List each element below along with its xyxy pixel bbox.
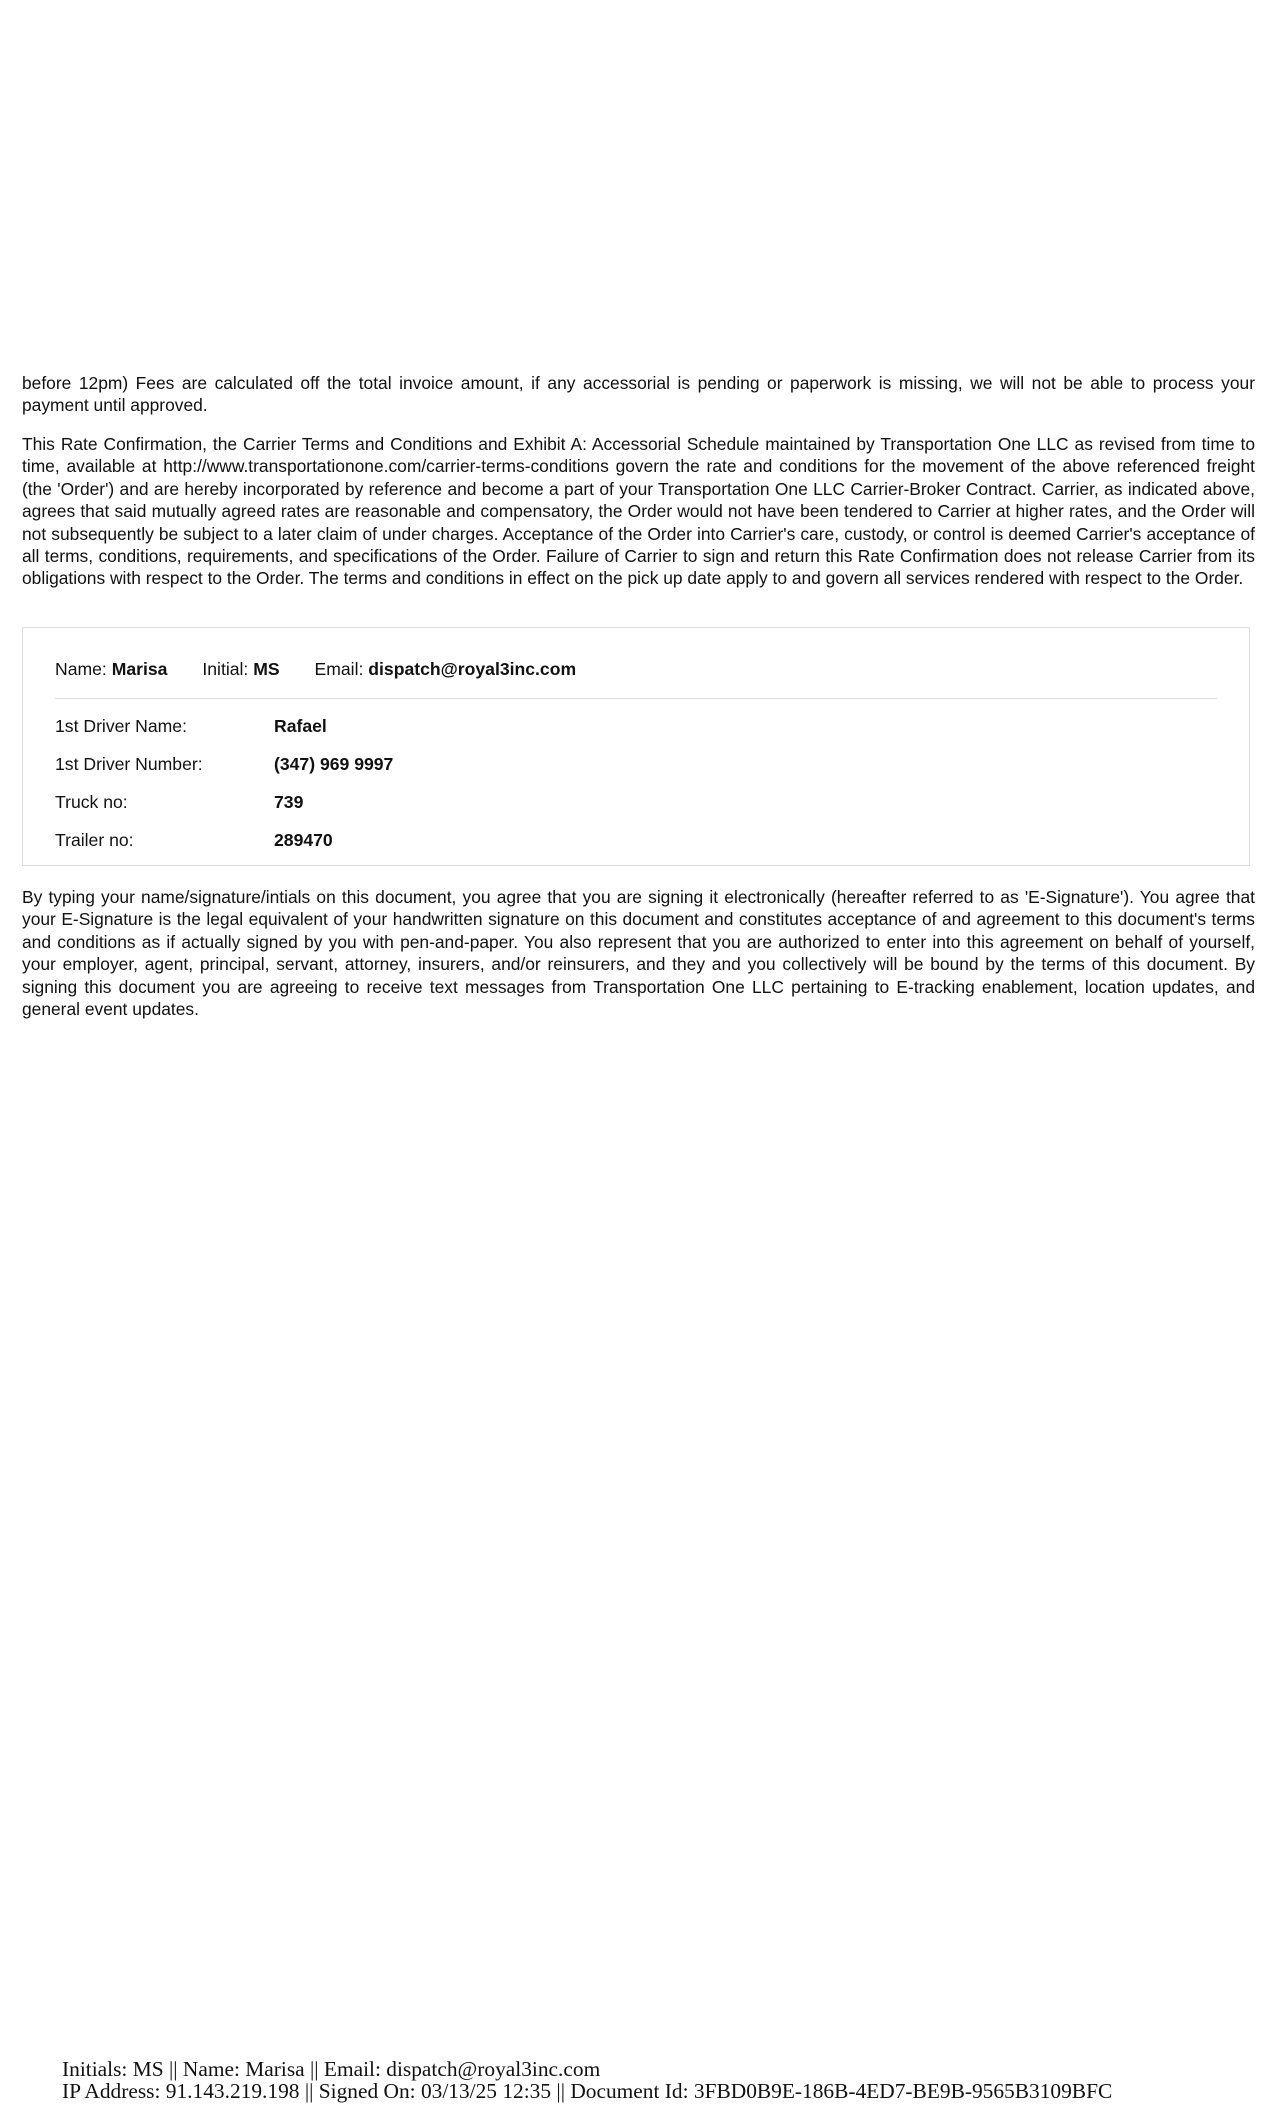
signer-email — [315, 659, 577, 679]
trailer-number-label: Trailer no: — [55, 830, 134, 850]
truck-number-row — [55, 792, 303, 813]
driver-name-value: Rafael — [274, 716, 327, 736]
truck-number-label: Truck no: — [55, 792, 128, 812]
signature-info-box — [22, 627, 1250, 866]
signature-footer-line-1: Initials: MS || Name: Marisa || Email: dispatch@royal3inc.com — [62, 2057, 601, 2081]
driver-number-row — [55, 754, 393, 775]
signer-initial-value: MS — [253, 659, 280, 679]
driver-number-label: 1st Driver Number: — [55, 754, 203, 774]
signer-email-label: Email: — [314, 659, 364, 679]
signer-initial — [202, 659, 279, 679]
payment-terms-paragraph: before 12pm) Fees are calculated off the total invoice amount, if any accessorial is pending or paperwork is missing, we will not be able to process your payment until approved. — [22, 373, 1255, 416]
driver-number-value: (347) 969 9997 — [274, 754, 394, 774]
trailer-number-row — [55, 830, 333, 851]
signer-name-label: Name: — [55, 659, 107, 679]
signer-email-value: dispatch@royal3inc.com — [368, 659, 577, 679]
driver-name-label: 1st Driver Name: — [55, 716, 187, 736]
driver-name-row — [55, 716, 327, 737]
signer-header — [55, 659, 606, 680]
e-signature-agreement-paragraph: By typing your name/signature/intials on this document, you agree that you are signing it electronically (hereafter referred to as 'E-Signature'). You agree that your E-Signature is the legal equivalent of your handwritten signature on this document and constitutes acceptance of and agreement to this document's terms and conditions as if actually signed by you with pen-and-paper. You also represent that you are authorized to enter into this agreement on behalf of yourself, your employer, agent, principal, servant, attorney, insurers, and/or reinsurers, and they and you collectively will be bound by the terms of this document. By signing this document you are agreeing to receive text messages from Transportation One LLC pertaining to E-tracking enablement, location updates, and general event updates. — [22, 887, 1255, 1020]
truck-number-value: 739 — [274, 792, 304, 812]
signer-name — [55, 659, 167, 679]
rate-confirmation-terms-paragraph: This Rate Confirmation, the Carrier Terms and Conditions and Exhibit A: Accessorial Schedule maintained by Transportation One LLC as revised from time to time, available at http://www.transportationone.com/carrier-terms-conditions govern the rate and conditions for the movement of the above referenced freight (the 'Order') and are hereby incorporated by reference and become a part of your Transportation One LLC Carrier-Broker Contract. Carrier, as indicated above, agrees that said mutually agreed rates are reasonable and compensatory, the Order would not have been tendered to Carrier at higher rates, and the Order will not subsequently be subject to a later claim of under charges. Acceptance of the Order into Carrier's care, custody, or control is deemed Carrier's acceptance of all terms, conditions, requirements, and specifications of the Order. Failure of Carrier to sign and return this Rate Confirmation does not release Carrier from its obligations with respect to the Order. The terms and conditions in effect on the pick up date apply to and govern all services rendered with respect to the Order. — [22, 434, 1255, 589]
signer-initial-label: Initial: — [202, 659, 249, 679]
signature-divider — [55, 698, 1217, 699]
signer-name-value: Marisa — [111, 659, 168, 679]
signature-footer-line-2: IP Address: 91.143.219.198 || Signed On: 03/13/25 12:35 || Document Id: 3FBD0B9E-186B-4ED7-BE9B-9565B3109BFC — [62, 2079, 1113, 2103]
trailer-number-value: 289470 — [274, 830, 333, 850]
